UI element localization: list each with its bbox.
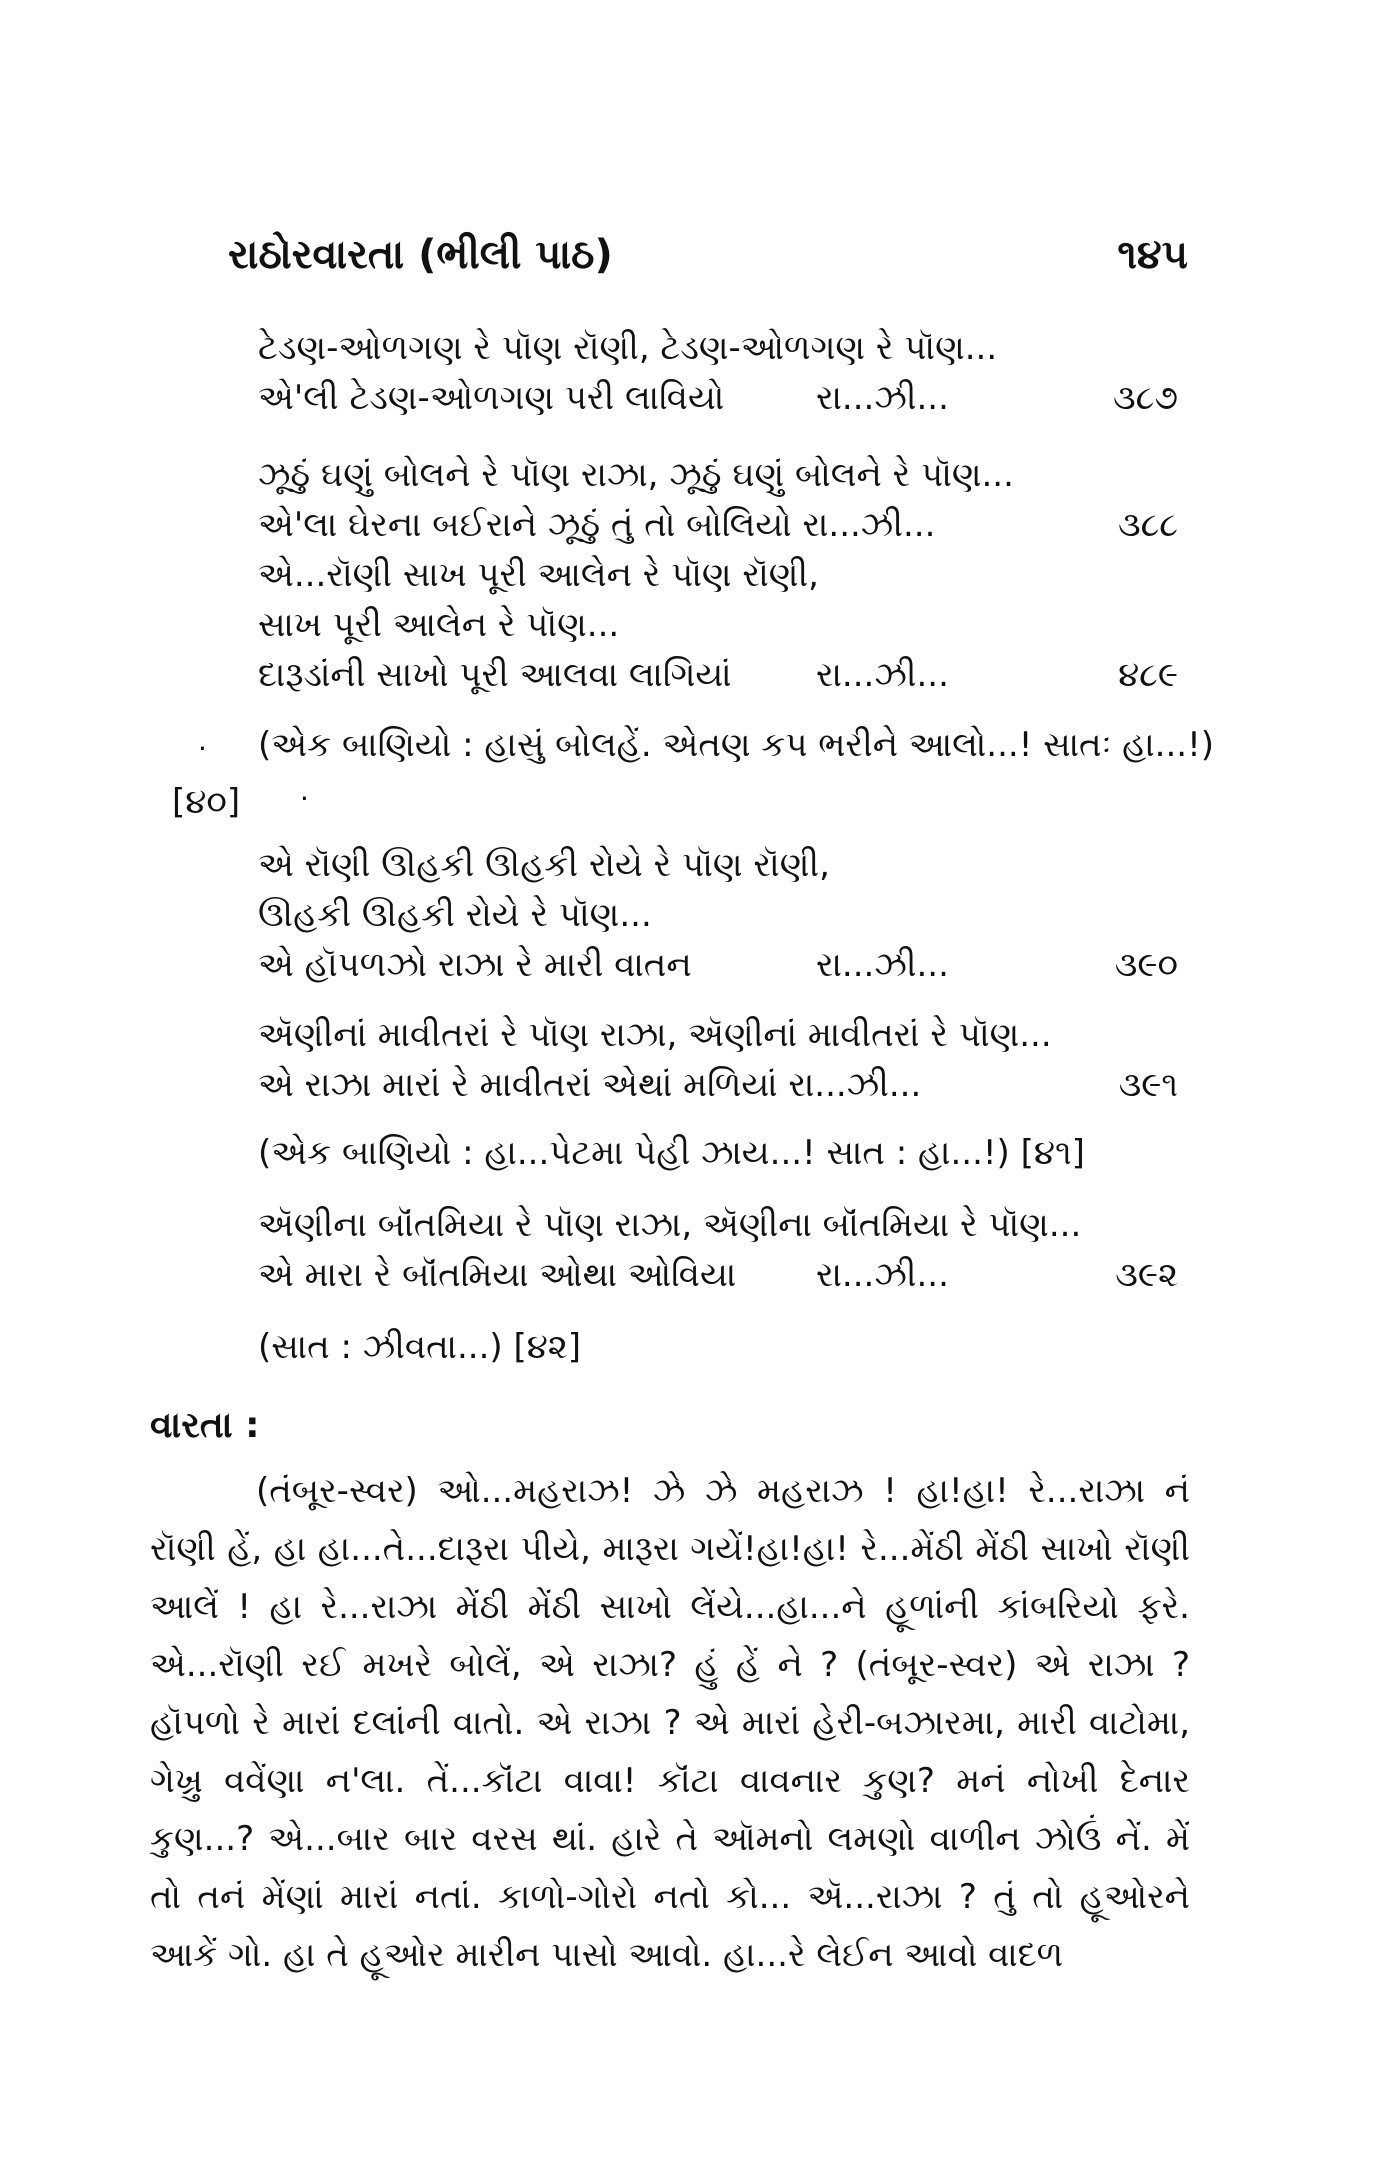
page-number: ૧૪૫ <box>1117 232 1188 278</box>
verse-text: એ'લા ઘેરના બઈરાને ઝૂઠું તું તો બોલિયો રા...ઝી... <box>258 505 936 545</box>
verse-text: ઝૂઠું ઘણું બોલને રે પૉણ રાઝા, ઝૂઠું ઘણું બોલને રે પૉણ... <box>258 455 1014 495</box>
verse-text: એ રાઝા મારાં રે માવીતરાં એથાં મળિયાં રા...ઝી... <box>258 1065 922 1105</box>
verse-text: ટેડણ-ઓળગણ રે પૉણ રૉણી, ટેડણ-ઓળગણ રે પૉણ... <box>258 328 998 368</box>
verse-refrain: રા...ઝી... <box>816 655 949 695</box>
verse-line <box>258 1065 1198 1115</box>
section-heading: વારતા : <box>150 1405 260 1446</box>
verse-text: દારૂડાંની સાખો પૂરી આલવા લાગિયાં <box>258 655 732 695</box>
verse-number: ૩૯૨ <box>1115 1255 1178 1295</box>
running-title: રાઠોરવારતા (ભીલી પાઠ) <box>228 232 613 278</box>
verse-number: ૩૯૦ <box>1114 945 1178 985</box>
verse-text: ઊહકી ઊહકી રોયે રે પૉણ... <box>258 895 652 935</box>
stanza-2 <box>258 455 1198 705</box>
verse-text: એ...રૉણી સાખ પૂરી આલેન રે પૉણ રૉણી, <box>258 555 819 595</box>
verse-line <box>258 328 1198 378</box>
verse-refrain: રા...ઝી... <box>816 378 949 418</box>
margin-dot: · <box>198 732 207 765</box>
stanza-3 <box>258 845 1198 995</box>
verse-text: સાખ પૂરી આલેન રે પૉણ... <box>258 605 620 645</box>
stanza-1 <box>258 328 1198 428</box>
speaker-note-1-marker: [૪૦] <box>172 782 241 822</box>
verse-number: ૩૮૭ <box>1113 378 1178 418</box>
verse-line <box>258 945 1198 995</box>
verse-line <box>258 845 1198 895</box>
verse-line <box>258 1205 1198 1255</box>
stanza-4 <box>258 1015 1198 1115</box>
verse-line <box>258 1255 1198 1305</box>
verse-text: એ'લી ટેડણ-ઓળગણ પરી લાવિયો <box>258 378 725 418</box>
verse-number: ૩૯૧ <box>1118 1065 1178 1105</box>
verse-line <box>258 505 1198 555</box>
verse-line <box>258 555 1198 605</box>
speaker-note-1: (એક બાણિયો : હાસું બોલહેં. એતણ કપ ભરીને આલો...! સાતઃ હા...!) <box>258 725 1214 765</box>
verse-number: ૩૮૮ <box>1117 505 1178 545</box>
stanza-5 <box>258 1205 1198 1305</box>
verse-line <box>258 895 1198 945</box>
speaker-note-3: (સાત : ઝીવતા...) [૪૨] <box>258 1327 582 1367</box>
verse-line <box>258 1015 1198 1065</box>
verse-text: એ મારા રે બૉંતમિયા ઓથા ઓવિયા <box>258 1255 737 1295</box>
verse-line <box>258 455 1198 505</box>
story-paragraph <box>150 1462 1190 1984</box>
verse-text: એ રૉણી ઊહકી ઊહકી રોયે રે પૉણ રૉણી, <box>258 845 830 885</box>
verse-text: ઍણીના બૉંતમિયા રે પૉણ રાઝા, ઍણીના બૉંતમિયા રે પૉણ... <box>258 1205 1082 1245</box>
running-header <box>228 232 1188 278</box>
verse-number: ૪૮૯ <box>1118 655 1178 695</box>
margin-dot: · <box>300 782 309 815</box>
verse-refrain: રા...ઝી... <box>816 945 949 985</box>
verse-line <box>258 605 1198 655</box>
paragraph-text: (તંબૂર-સ્વર) ઓ...મહરાઝ! ઝે ઝે મહરાઝ ! હા!હા! રે...રાઝા નં રૉણી હેં, હા હા...તે...દારૂરા પીયે, મારૂરા ગયેં!હા!હા! રે...મેંઠી મેંઠી સાખો રૉણી આલેં ! હા રે...રાઝા મેંઠી મેંઠી સાખો લેંયે...હા...ને હૂળાંની કાંબરિયો ફરે. એ...રૉણી રઈ મખરે બોલેં, એ રાઝા? હું હેં ને ? (તંબૂર-સ્વર) એ રાઝા ? હૉપળો રે મારાં દલાંની વાતો. એ રાઝા ? એ મારાં હેરી-બઝારમા, મારી વાટોમા, ગેખ્રુ વવેંણા ન'લા. તેં...કૉંટા વાવા! કૉંટા વાવનાર કુણ? મનં નોખી દેનાર કુણ...? એ...બાર બાર વરસ થાં. હારે તે ઑમનો લમણો વાળીન ઝોઉં નેં. મેં તો તનં મેંણાં મારાં નતાં. કાળો-ગોરો નતો કો... ઍ...રાઝા ? તું તો હૂઓરને આકેં ગો. હા તે હૂઓર મારીન પાસો આવો. હા...રે લેઈન આવો વાદળ <box>150 1471 1190 1975</box>
verse-text: એ હૉપળઝો રાઝા રે મારી વાતન <box>258 945 692 985</box>
verse-line <box>258 378 1198 428</box>
verse-text: ઍણીનાં માવીતરાં રે પૉણ રાઝા, ઍણીનાં માવીતરાં રે પૉણ... <box>258 1015 1052 1055</box>
verse-line <box>258 655 1198 705</box>
verse-refrain: રા...ઝી... <box>816 1255 949 1295</box>
speaker-note-2: (એક બાણિયો : હા...પેટમા પેહી ઝાય...! સાત : હા...!) [૪૧] <box>258 1133 1085 1173</box>
